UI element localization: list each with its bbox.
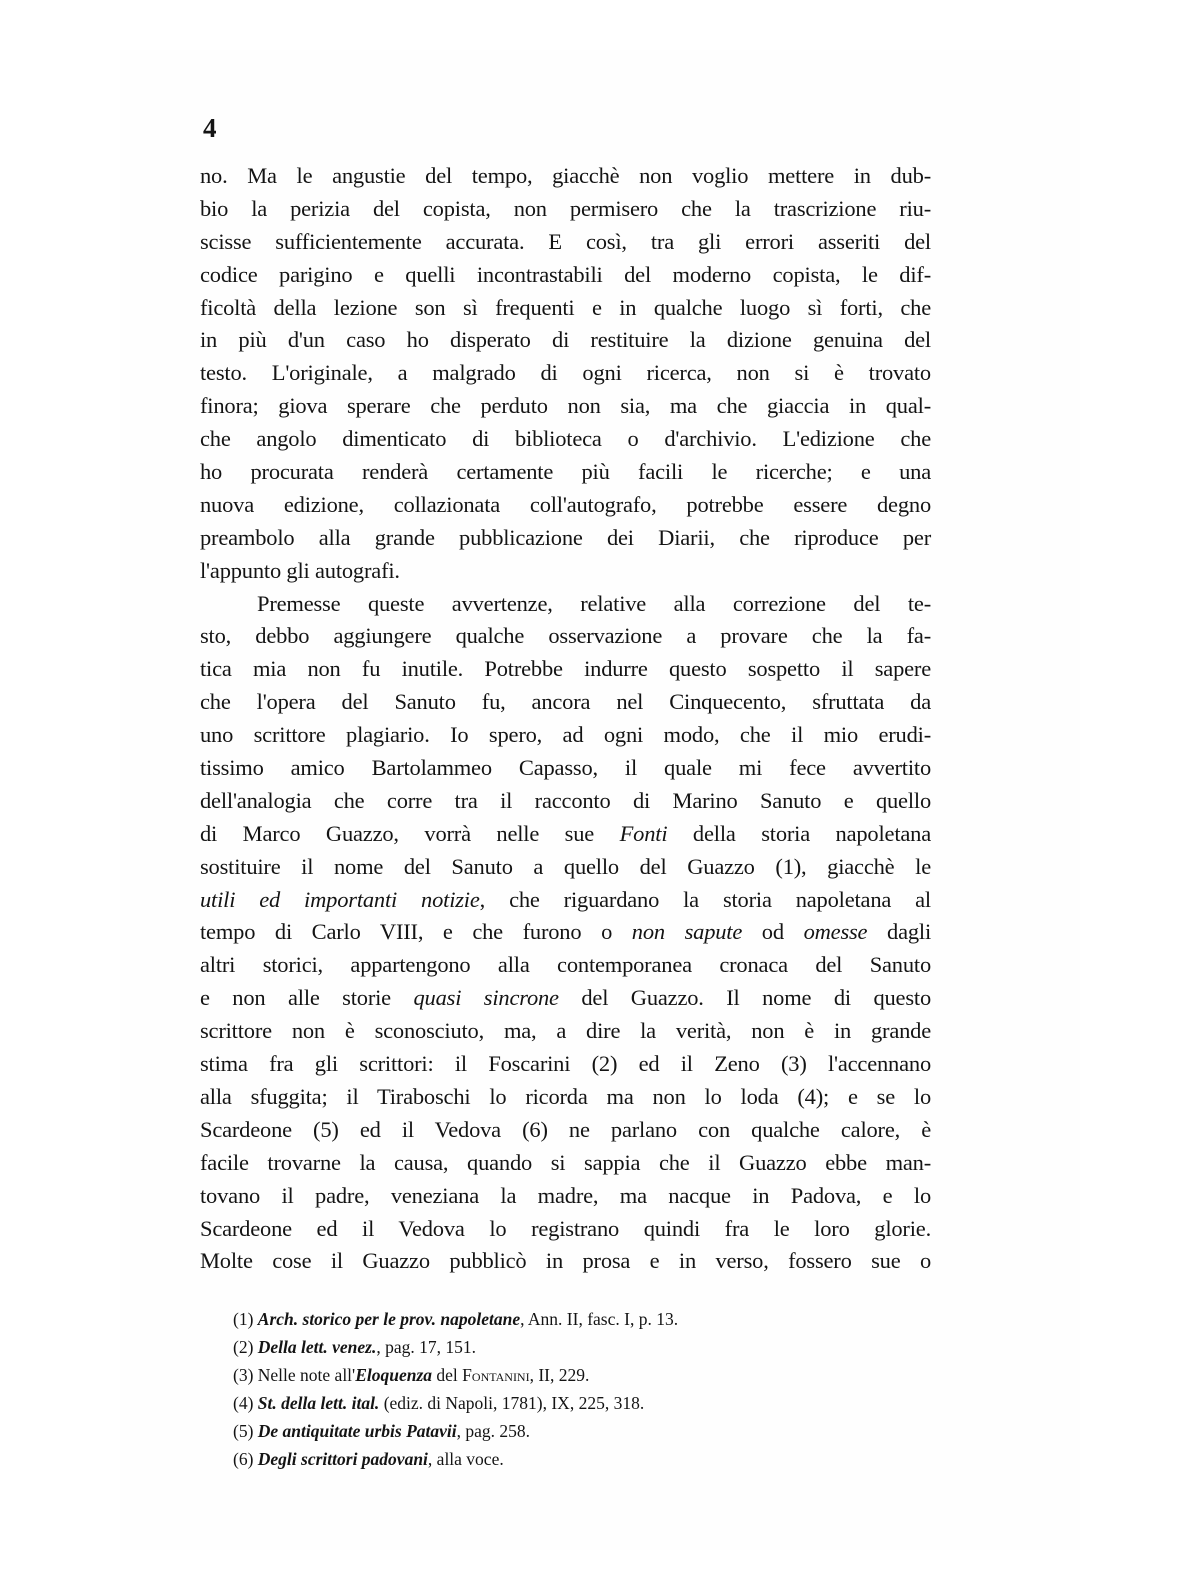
text-segment: Molte cose il Guazzo pubblicò in prosa e in verso, fossero sue o xyxy=(200,1248,931,1274)
italic-text: non sapute xyxy=(631,919,743,945)
text-segment: sto, debbo aggiungere qualche osservazione a provare che la fa- xyxy=(200,623,931,649)
text-line xyxy=(200,785,931,818)
italic-text: Arch. storico per le prov. napoletane xyxy=(257,1309,521,1329)
text-segment: tempo di Carlo VIII, e che furono o xyxy=(200,919,632,945)
body-text xyxy=(200,160,931,1278)
text-segment: del xyxy=(432,1365,463,1385)
text-line xyxy=(200,620,931,653)
text-line xyxy=(200,719,931,752)
italic-text: omesse xyxy=(803,919,868,945)
italic-text: St. della lett. ital. xyxy=(257,1393,380,1413)
text-segment: ho procurata renderà certamente più facili le ricerche; e una xyxy=(200,459,931,485)
text-segment: od xyxy=(742,919,804,945)
text-segment: , Ann. II, fasc. I, p. 13. xyxy=(520,1309,679,1329)
text-line xyxy=(200,752,931,785)
text-segment: nuova edizione, collazionata coll'autografo, potrebbe essere degno xyxy=(200,491,931,517)
text-line xyxy=(200,1048,931,1081)
text-segment: (6) xyxy=(233,1449,258,1469)
text-segment: preambolo alla grande pubblicazione dei Diarii, che riproduce per xyxy=(200,524,931,550)
text-segment: (ediz. di Napoli, 1781), IX, 225, 318. xyxy=(379,1393,645,1413)
text-segment: sostituire il nome del Sanuto a quello del Guazzo (1), giacchè le xyxy=(200,853,931,879)
text-segment: stima fra gli scrittori: il Foscarini (2) ed il Zeno (3) l'accennano xyxy=(200,1051,931,1077)
text-line xyxy=(200,423,931,456)
text-segment: no. Ma le angustie del tempo, giacchè non voglio mettere in dub- xyxy=(200,163,931,188)
italic-text: De antiquitate urbis Patavii xyxy=(257,1421,457,1441)
text-segment: uno scrittore plagiario. Io spero, ad ogni modo, che il mio erudi- xyxy=(200,722,931,748)
text-line xyxy=(200,884,931,917)
footnote xyxy=(233,1417,873,1445)
text-line xyxy=(200,390,931,423)
text-segment: dagli xyxy=(867,919,932,945)
text-line xyxy=(200,357,931,390)
text-line xyxy=(200,193,931,226)
text-line xyxy=(200,686,931,719)
text-segment: , alla voce. xyxy=(427,1449,504,1469)
text-segment: di Marco Guazzo, vorrà nelle sue xyxy=(200,820,620,846)
italic-text: utili ed importanti notizie xyxy=(200,886,480,912)
text-segment: tissimo amico Bartolammeo Capasso, il quale mi fece avvertito xyxy=(200,755,931,781)
text-line xyxy=(200,292,931,325)
footnote xyxy=(233,1305,873,1333)
text-segment: che angolo dimenticato di biblioteca o d'archivio. L'edizione che xyxy=(200,426,931,452)
footnote xyxy=(233,1361,873,1389)
text-segment: (4) xyxy=(233,1393,258,1413)
text-line xyxy=(200,1081,931,1114)
text-segment: codice parigino e quelli incontrastabili del moderno copista, le dif- xyxy=(200,261,931,287)
text-line xyxy=(200,982,931,1015)
text-segment: scisse sufficientemente accurata. E così, tra gli errori asseriti del xyxy=(200,228,931,254)
text-line xyxy=(200,1180,931,1213)
italic-text: Degli scrittori padovani xyxy=(257,1449,428,1469)
text-segment: Scardeone ed il Vedova lo registrano quindi fra le loro glorie. xyxy=(200,1215,931,1241)
italic-text: Della lett. venez. xyxy=(257,1337,377,1357)
text-line xyxy=(200,1114,931,1147)
text-segment: del Guazzo. Il nome di questo xyxy=(558,985,931,1011)
text-line xyxy=(200,259,931,292)
text-segment: , pag. 17, 151. xyxy=(376,1337,477,1357)
italic-text: Eloquenza xyxy=(355,1365,433,1385)
text-segment: tica mia non fu inutile. Potrebbe indurre questo sospetto il sapere xyxy=(200,656,931,682)
text-line xyxy=(200,555,931,588)
page-number: 4 xyxy=(203,113,217,143)
text-segment: altri storici, appartengono alla contemporanea cronaca del Sanuto xyxy=(200,952,931,978)
text-segment: finora; giova sperare che perduto non sia, ma che giaccia in qual- xyxy=(200,393,931,419)
text-line xyxy=(200,1015,931,1048)
footnote xyxy=(233,1333,873,1361)
text-line xyxy=(200,1213,931,1246)
text-segment: e non alle storie xyxy=(200,985,414,1011)
text-line xyxy=(200,1245,931,1278)
text-segment: (3) Nelle note all' xyxy=(233,1365,356,1385)
text-line xyxy=(200,489,931,522)
text-segment: ficoltà della lezione son sì frequenti e in qualche luogo sì forti, che xyxy=(200,294,931,320)
text-segment: , II, 229. xyxy=(529,1365,590,1385)
text-segment: (1) xyxy=(233,1309,258,1329)
text-segment: bio la perizia del copista, non permisero che la trascrizione riu- xyxy=(200,195,931,221)
text-line xyxy=(200,1147,931,1180)
text-line xyxy=(200,324,931,357)
text-segment: (5) xyxy=(233,1421,258,1441)
text-segment: testo. L'originale, a malgrado di ogni ricerca, non si è trovato xyxy=(200,360,931,386)
text-segment: Scardeone (5) ed il Vedova (6) ne parlano con qualche calore, è xyxy=(200,1116,931,1142)
text-segment: Premesse queste avvertenze, relative alla correzione del te- xyxy=(257,590,931,616)
text-segment: , pag. 258. xyxy=(456,1421,531,1441)
text-line xyxy=(200,916,931,949)
text-line xyxy=(200,949,931,982)
footnote xyxy=(233,1445,873,1473)
footnotes xyxy=(233,1305,873,1473)
text-segment: dell'analogia che corre tra il racconto di Marino Sanuto e quello xyxy=(200,787,931,813)
text-segment: , che riguardano la storia napoletana al xyxy=(479,886,931,912)
italic-text: quasi sincrone xyxy=(413,985,559,1011)
text-line xyxy=(200,818,931,851)
text-segment: alla sfuggita; il Tiraboschi lo ricorda ma non lo loda (4); e se lo xyxy=(200,1083,931,1109)
text-segment: che l'opera del Sanuto fu, ancora nel Cinquecento, sfruttata da xyxy=(200,689,931,715)
text-segment: facile trovarne la causa, quando si sappia che il Guazzo ebbe man- xyxy=(200,1149,931,1175)
text-segment: Fontanini xyxy=(462,1365,530,1385)
text-segment: (2) xyxy=(233,1337,258,1357)
text-segment: scrittore non è sconosciuto, ma, a dire la verità, non è in grande xyxy=(200,1018,931,1044)
text-line xyxy=(200,160,931,193)
text-line xyxy=(200,653,931,686)
text-segment: l'appunto gli autografi. xyxy=(200,557,400,583)
italic-text: Fonti xyxy=(619,820,668,846)
text-line xyxy=(200,456,931,489)
text-line xyxy=(200,522,931,555)
text-line xyxy=(200,226,931,259)
text-segment: della storia napoletana xyxy=(667,820,931,846)
text-segment: tovano il padre, veneziana la madre, ma nacque in Padova, e lo xyxy=(200,1182,931,1208)
text-segment: in più d'un caso ho disperato di restituire la dizione genuina del xyxy=(200,327,931,353)
text-line xyxy=(200,851,931,884)
text-line xyxy=(200,588,931,621)
footnote xyxy=(233,1389,873,1417)
